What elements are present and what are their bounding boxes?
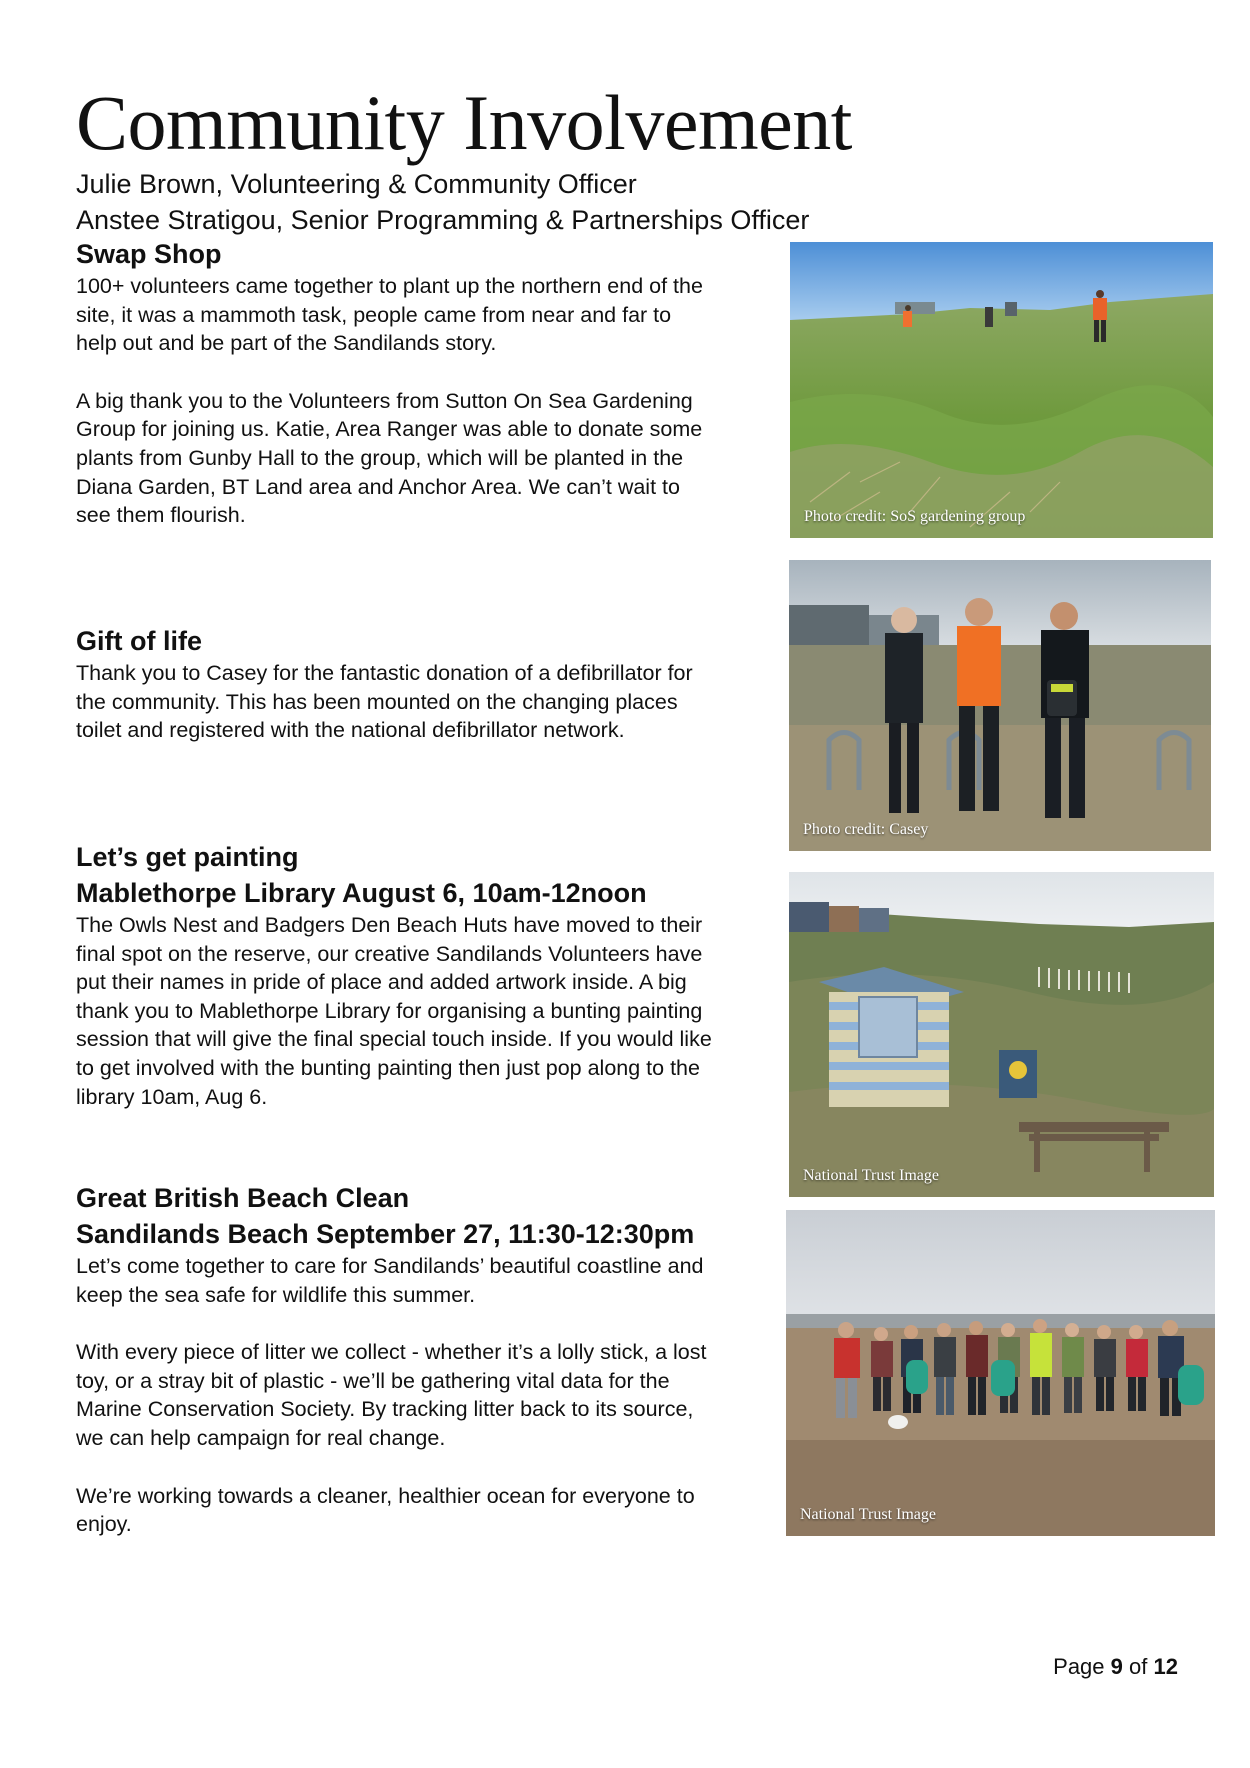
- photo-credit: Photo credit: SoS gardening group: [804, 508, 1026, 525]
- section-paragraph: We’re working towards a cleaner, healthier ocean for everyone to enjoy.: [76, 1483, 695, 1537]
- beach-hut-image: [789, 872, 1214, 1197]
- section-gift-of-life: [76, 623, 716, 774]
- section-heading: Let’s get painting: [76, 842, 299, 872]
- authors-block: [76, 166, 809, 238]
- section-painting: [76, 839, 716, 1140]
- handshake-image: [789, 560, 1211, 851]
- photo-credit: National Trust Image: [803, 1167, 939, 1184]
- photo-beach-hut: [789, 872, 1214, 1197]
- section-paragraph: Thank you to Casey for the fantastic donation of a defibrillator for the community. This has been mounted on the changing places toilet and registered with the national defibrillator network.: [76, 661, 693, 743]
- author-line: Julie Brown, Volunteering & Community Officer: [76, 169, 637, 199]
- dune-planting-image: [790, 242, 1213, 538]
- section-paragraph: With every piece of litter we collect - whether it’s a lolly stick, a lost toy, or a stray bit of plastic - we’ll be gathering vital data for the Marine Conservation Society. By tracking litter back to its source, we can help campaign for real change.: [76, 1340, 707, 1450]
- section-paragraph: A big thank you to the Volunteers from Sutton On Sea Gardening Group for joining us. Katie, Area Ranger was able to donate some plants from Gunby Hall to the group, which will be planted in the Diana Garden, BT Land area and Anchor Area. We can’t wait to see them flourish.: [76, 388, 703, 528]
- section-subheading: Mablethorpe Library August 6, 10am-12noon: [76, 878, 647, 908]
- photo-gardening-volunteers: [790, 242, 1213, 538]
- author-line: Anstee Stratigou, Senior Programming & Partnerships Officer: [76, 205, 810, 235]
- beach-clean-group-image: [786, 1210, 1215, 1536]
- page-current: 9: [1110, 1654, 1123, 1679]
- photo-defibrillator-handover: [789, 560, 1211, 851]
- section-subheading: Sandilands Beach September 27, 11:30-12:30pm: [76, 1219, 695, 1249]
- page-label: Page: [1053, 1654, 1105, 1679]
- section-paragraph: The Owls Nest and Badgers Den Beach Huts have moved to their final spot on the reserve, our creative Sandilands Volunteers have put their names in pride of place and added artwork inside. A big thank you to Mablethorpe Library for organising a bunting painting session that will give the final special touch inside. If you would like to get involved with the bunting painting then just pop along to the library 10am, Aug 6.: [76, 913, 712, 1109]
- photo-credit: National Trust Image: [800, 1506, 936, 1523]
- section-beach-clean: [76, 1180, 726, 1568]
- page-total: 12: [1153, 1654, 1178, 1679]
- page-number: [1053, 1654, 1178, 1680]
- section-paragraph: Let’s come together to care for Sandilands’ beautiful coastline and keep the sea safe for wildlife this summer.: [76, 1254, 704, 1307]
- section-heading: Swap Shop: [76, 239, 222, 269]
- section-heading: Gift of life: [76, 626, 202, 656]
- photo-credit: Photo credit: Casey: [803, 821, 929, 838]
- page-title: Community Involvement: [76, 79, 852, 166]
- photo-beach-clean-group: [786, 1210, 1215, 1536]
- page-of: of: [1129, 1654, 1148, 1679]
- section-heading: Great British Beach Clean: [76, 1183, 410, 1213]
- section-paragraph: 100+ volunteers came together to plant up the northern end of the site, it was a mammoth task, people came from near and far to help out and be part of the Sandilands story.: [76, 274, 703, 356]
- section-swap-shop: [76, 236, 716, 559]
